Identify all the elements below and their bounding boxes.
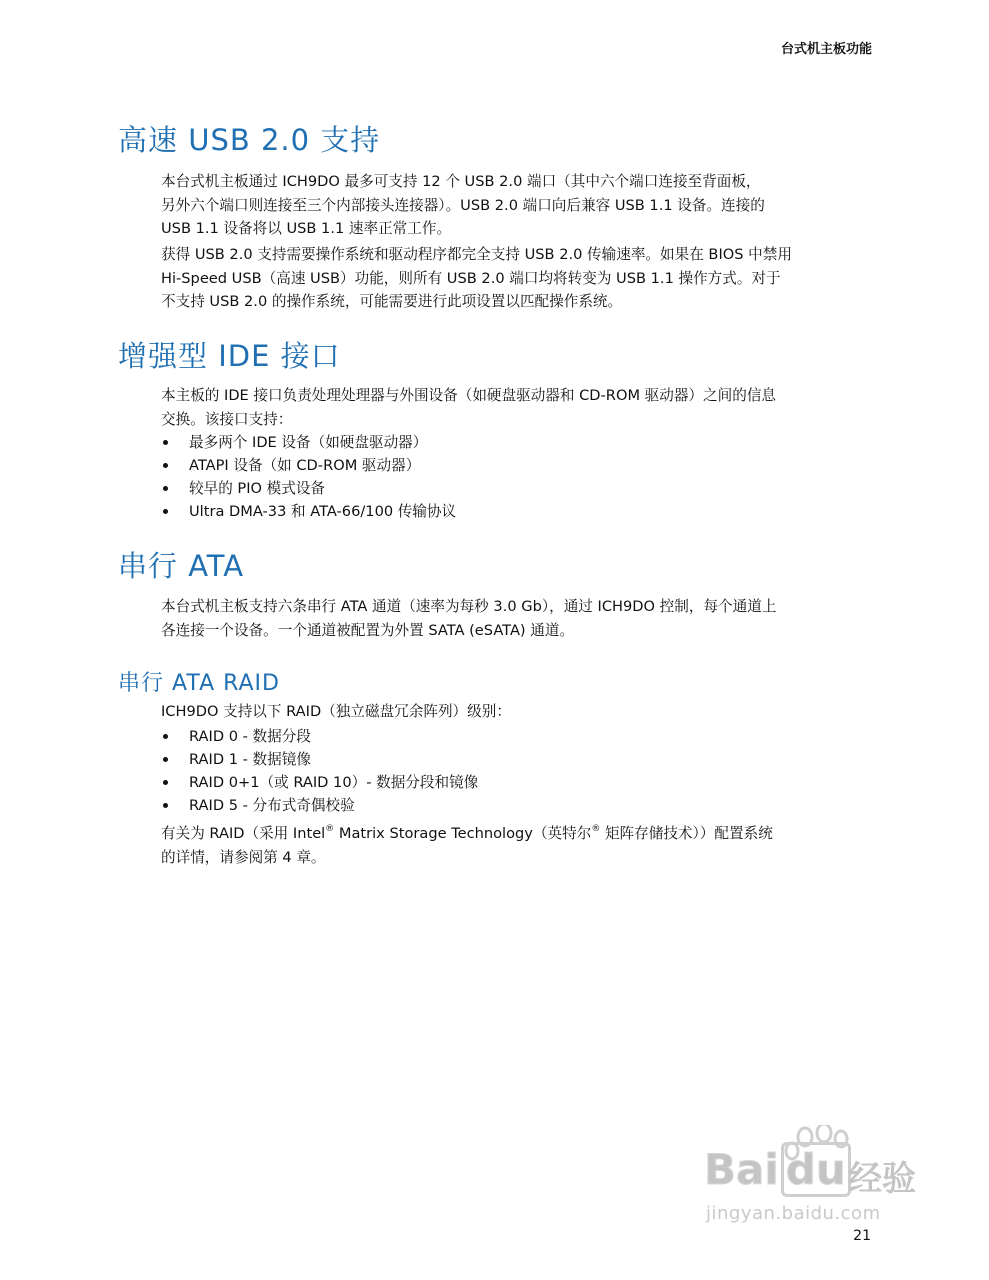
ide-bullet-list — [161, 431, 456, 523]
section-title-sata: 串行 ATA — [118, 549, 245, 583]
usb-para1-line1: 本台式机主板通过 ICH9DO 最多可支持 12 个 USB 2.0 端口（其中六个端口连接至背面板， — [161, 173, 761, 190]
raid-closing-part-c: 矩阵存储技术））配置系统 — [600, 825, 773, 842]
usb-paragraph-1 — [161, 170, 861, 241]
usb-para1-line2: 另外六个端口则连接至三个内部接头连接器）。USB 2.0 端口向后兼容 USB 1.1 设备。连接的 — [161, 196, 765, 214]
usb-para2-line2: Hi-Speed USB（高速 USB）功能，则所有 USB 2.0 端口均将转变为 USB 1.1 操作方式。对于 — [161, 269, 781, 287]
list-item: ATAPI 设备（如 CD-ROM 驱动器） — [161, 454, 456, 477]
subsection-title-raid: 串行 ATA RAID — [118, 671, 280, 696]
list-item: RAID 0 - 数据分段 — [161, 725, 478, 748]
registered-mark: ® — [591, 824, 601, 834]
baidu-watermark — [700, 1125, 945, 1235]
sata-paragraph — [161, 595, 861, 642]
page-number: 21 — [853, 1228, 871, 1244]
usb-para2-line1: 获得 USB 2.0 支持需要操作系统和驱动程序都完全支持 USB 2.0 传输速率。如果在 BIOS 中禁用 — [161, 246, 792, 263]
usb-para2-line3: 不支持 USB 2.0 的操作系统，可能需要进行此项设置以匹配操作系统。 — [161, 293, 623, 310]
section-title-usb: 高速 USB 2.0 支持 — [118, 123, 381, 157]
watermark-logo-bai: Bai du — [704, 1145, 851, 1194]
ide-para-line2: 交换。该接口支持： — [161, 410, 293, 428]
ide-paragraph — [161, 384, 861, 431]
running-header: 台式机主板功能 — [780, 42, 872, 57]
watermark-logo-cn: 经验 — [848, 1159, 916, 1199]
watermark-url: jingyan.baidu.com — [706, 1203, 881, 1224]
raid-closing-line1 — [161, 822, 861, 846]
usb-paragraph-2 — [161, 243, 861, 314]
usb-para1-line3: USB 1.1 设备将以 USB 1.1 速率正常工作。 — [161, 220, 452, 237]
sata-para-line1: 本台式机主板支持六条串行 ATA 通道（速率为每秒 3.0 Gb），通过 ICH9DO 控制，每个通道上 — [161, 598, 777, 615]
list-item: RAID 5 - 分布式奇偶校验 — [161, 794, 478, 817]
raid-closing-part-b: Matrix Storage Technology（英特尔 — [334, 825, 592, 842]
list-item: Ultra DMA-33 和 ATA-66/100 传输协议 — [161, 500, 456, 523]
sata-para-line2: 各连接一个设备。一个通道被配置为外置 SATA (eSATA) 通道。 — [161, 621, 575, 639]
list-item: 最多两个 IDE 设备（如硬盘驱动器） — [161, 431, 456, 454]
registered-mark: ® — [325, 824, 335, 834]
section-title-ide: 增强型 IDE 接口 — [118, 339, 341, 373]
list-item: RAID 0+1（或 RAID 10）- 数据分段和镜像 — [161, 771, 478, 794]
ide-para-line1: 本主板的 IDE 接口负责处理处理器与外围设备（如硬盘驱动器和 CD-ROM 驱动器）之间的信息 — [161, 387, 777, 404]
list-item: 较早的 PIO 模式设备 — [161, 477, 456, 500]
raid-intro: ICH9DO 支持以下 RAID（独立磁盘冗余阵列）级别： — [161, 703, 511, 720]
raid-closing-paragraph — [161, 822, 861, 869]
list-item: RAID 1 - 数据镜像 — [161, 748, 478, 771]
raid-closing-part-a: 有关为 RAID（采用 Intel — [161, 825, 326, 842]
raid-closing-line2: 的详情，请参阅第 4 章。 — [161, 848, 326, 866]
raid-bullet-list — [161, 725, 478, 817]
